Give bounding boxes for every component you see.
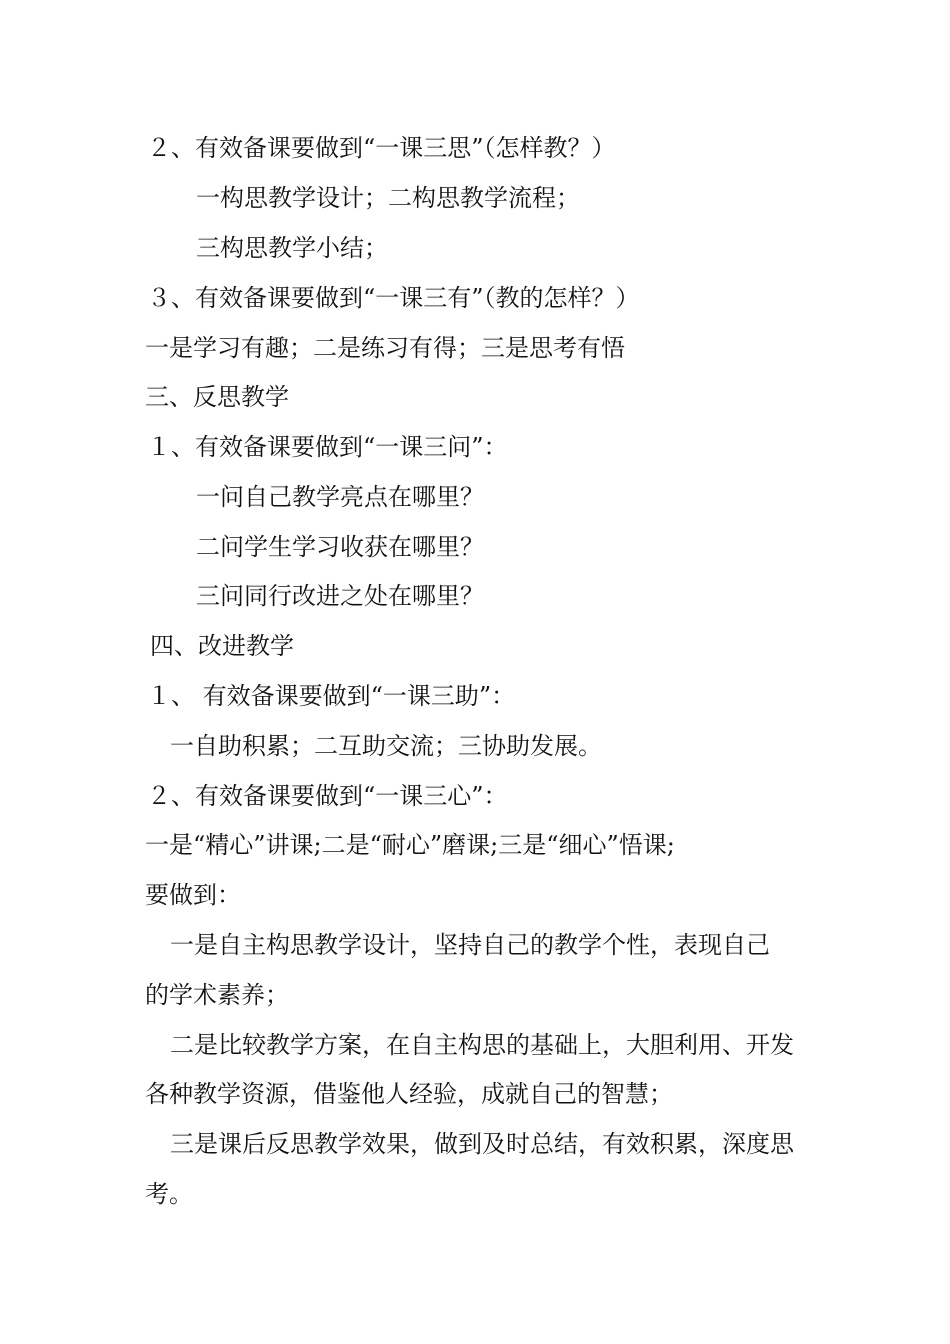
text-line: １、 有效备课要做到“一课三助”： xyxy=(147,682,516,710)
text-line: 一构思教学设计；二构思教学流程； xyxy=(196,184,580,212)
section-heading: 四、改进教学 xyxy=(150,632,294,660)
text-line: 二是比较教学方案，在自主构思的基础上，大胆利用、开发 xyxy=(170,1031,794,1059)
text-line: 要做到： xyxy=(145,881,241,909)
text-line: 一是自主构思教学设计，坚持自己的教学个性，表现自己 xyxy=(170,931,770,959)
text-line: 一是“精心”讲课;二是“耐心”磨课;三是“细心”悟课; xyxy=(145,831,675,859)
text-line: 一问自己教学亮点在哪里？ xyxy=(196,483,484,511)
text-line: 一是学习有趣；二是练习有得；三是思考有悟 xyxy=(145,334,625,362)
text-line: 的学术素养； xyxy=(145,981,289,1009)
text-line: １、有效备课要做到“一课三问”： xyxy=(147,433,508,461)
text-line: 考。 xyxy=(145,1180,193,1208)
section-heading: 三、反思教学 xyxy=(145,383,289,411)
text-line: 一自助积累；二互助交流；三协助发展。 xyxy=(170,732,602,760)
text-line: 二问学生学习收获在哪里？ xyxy=(196,533,484,561)
text-line: 三问同行改进之处在哪里？ xyxy=(196,582,484,610)
text-line: ２、有效备课要做到“一课三心”： xyxy=(147,782,508,810)
text-line: ３、有效备课要做到“一课三有”（教的怎样？） xyxy=(147,284,640,312)
text-line: 三构思教学小结； xyxy=(196,234,388,262)
text-line: 三是课后反思教学效果，做到及时总结，有效积累，深度思 xyxy=(170,1130,794,1158)
text-line: 各种教学资源，借鉴他人经验，成就自己的智慧； xyxy=(145,1080,673,1108)
text-line: ２、有效备课要做到“一课三思”（怎样教？） xyxy=(147,134,616,162)
